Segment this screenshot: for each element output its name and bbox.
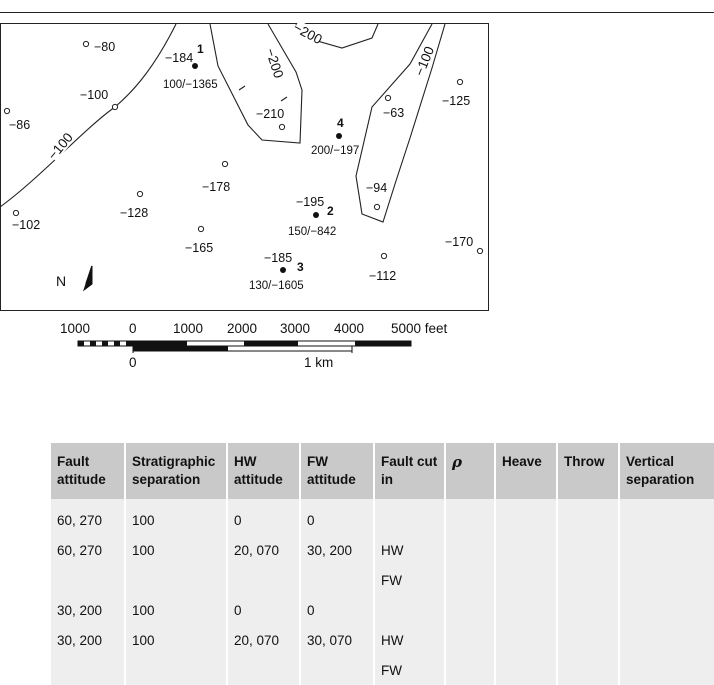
cell <box>619 565 714 595</box>
header-vertical-separation: Vertical separation <box>619 443 714 499</box>
spot-elevation <box>83 40 115 54</box>
cell <box>51 565 125 595</box>
contour-label-right <box>412 44 437 78</box>
header-fault-cut-in: Fault cut in <box>374 443 445 499</box>
table-row <box>51 625 714 655</box>
header-rho: ρ <box>445 443 495 499</box>
svg-text:−165: −165 <box>185 241 214 255</box>
svg-text:−80: −80 <box>94 40 116 54</box>
cell: 60, 270 <box>51 505 125 535</box>
header-fw-attitude: FW attitude <box>300 443 374 499</box>
table-row <box>51 595 714 625</box>
fault-tick <box>281 97 287 101</box>
spot-elevation <box>369 253 396 283</box>
spot-elevation <box>80 88 118 110</box>
cell <box>495 655 557 685</box>
cell <box>557 625 619 655</box>
cell: 30, 200 <box>51 625 125 655</box>
svg-text:−195: −195 <box>296 195 325 209</box>
svg-text:2000: 2000 <box>227 321 258 336</box>
svg-text:200/−197: 200/−197 <box>311 145 360 157</box>
cell <box>445 535 495 565</box>
cell <box>619 655 714 685</box>
cell: FW <box>374 655 445 685</box>
svg-text:−102: −102 <box>12 218 41 232</box>
cell: HW <box>374 535 445 565</box>
spot-elevation <box>185 226 213 255</box>
header-stratigraphic-separation: Stratigraphic separation <box>125 443 227 499</box>
spot-elevation <box>445 235 483 254</box>
svg-text:−184: −184 <box>165 51 194 65</box>
contour-line-center <box>210 24 302 143</box>
cell <box>557 565 619 595</box>
spot-elevation <box>12 210 40 232</box>
svg-text:−86: −86 <box>9 118 31 132</box>
well-2 <box>288 195 336 238</box>
svg-text:−178: −178 <box>202 180 231 194</box>
cell <box>227 655 300 685</box>
cell <box>557 535 619 565</box>
spot-elevation <box>442 79 470 108</box>
fault-tick <box>239 86 245 90</box>
cell: 0 <box>227 505 300 535</box>
cell <box>300 565 374 595</box>
svg-text:150/−842: 150/−842 <box>288 226 337 238</box>
svg-text:1: 1 <box>197 42 204 56</box>
contour-label-center <box>263 46 287 80</box>
cell <box>495 505 557 535</box>
svg-text:−100: −100 <box>80 88 109 102</box>
svg-text:−185: −185 <box>264 251 293 265</box>
svg-text:1 km: 1 km <box>304 355 334 370</box>
svg-text:−100: −100 <box>411 44 438 79</box>
table-row <box>51 655 714 685</box>
svg-text:−170: −170 <box>445 235 474 249</box>
cell: 0 <box>227 595 300 625</box>
svg-text:130/−1605: 130/−1605 <box>249 280 304 292</box>
cell <box>125 655 227 685</box>
cell <box>619 595 714 625</box>
cell: FW <box>374 565 445 595</box>
cell: 0 <box>300 595 374 625</box>
cell <box>619 505 714 535</box>
cell <box>619 625 714 655</box>
spot-elevation <box>4 108 30 132</box>
table-row <box>51 505 714 535</box>
svg-text:−112: −112 <box>369 269 397 283</box>
cell <box>557 655 619 685</box>
fault-data-table <box>51 443 714 685</box>
header-heave: Heave <box>495 443 557 499</box>
svg-text:−200: −200 <box>262 46 287 80</box>
cell: 100 <box>125 505 227 535</box>
spot-elevation <box>366 181 387 210</box>
cell <box>51 655 125 685</box>
cell: 60, 270 <box>51 535 125 565</box>
cell <box>125 565 227 595</box>
cell: 100 <box>125 625 227 655</box>
cell <box>227 565 300 595</box>
cell <box>445 595 495 625</box>
cell <box>557 505 619 535</box>
table-header-row <box>51 443 714 499</box>
cell <box>374 505 445 535</box>
cell: 100 <box>125 535 227 565</box>
well-1 <box>163 42 218 91</box>
cell: HW <box>374 625 445 655</box>
svg-text:0: 0 <box>129 321 137 336</box>
cell <box>445 565 495 595</box>
svg-text:100/−1365: 100/−1365 <box>163 79 218 91</box>
svg-text:−200: −200 <box>290 19 325 48</box>
svg-text:−100: −100 <box>44 129 76 163</box>
cell <box>495 565 557 595</box>
table-row <box>51 535 714 565</box>
svg-text:0: 0 <box>129 355 137 370</box>
svg-text:−125: −125 <box>442 94 471 108</box>
cell: 30, 200 <box>300 535 374 565</box>
svg-text:N: N <box>56 273 67 289</box>
spot-elevation <box>383 95 404 120</box>
svg-text:−94: −94 <box>366 181 388 195</box>
cell <box>495 595 557 625</box>
cell: 30, 200 <box>51 595 125 625</box>
cell: 20, 070 <box>227 625 300 655</box>
svg-text:3: 3 <box>297 260 304 274</box>
svg-text:3000: 3000 <box>280 321 311 336</box>
header-fault-attitude: Fault attitude <box>51 443 125 499</box>
header-hw-attitude: HW attitude <box>227 443 300 499</box>
spot-elevation <box>256 107 285 130</box>
scale-bar <box>60 321 448 370</box>
cell <box>495 625 557 655</box>
well-4 <box>311 116 359 157</box>
svg-text:1000: 1000 <box>60 321 91 336</box>
cell: 20, 070 <box>227 535 300 565</box>
cell <box>445 625 495 655</box>
cell <box>445 505 495 535</box>
cell <box>374 595 445 625</box>
svg-text:−210: −210 <box>256 107 285 121</box>
svg-text:2: 2 <box>327 204 334 218</box>
spot-elevation <box>202 161 230 194</box>
contour-label-left <box>45 130 76 163</box>
north-arrow <box>56 266 92 290</box>
svg-text:5000 feet: 5000 feet <box>391 321 448 336</box>
contour-line-left <box>0 24 176 207</box>
cell <box>300 655 374 685</box>
header-throw: Throw <box>557 443 619 499</box>
svg-text:−128: −128 <box>120 206 149 220</box>
svg-text:−63: −63 <box>383 106 405 120</box>
svg-text:4: 4 <box>337 116 344 130</box>
svg-text:1000: 1000 <box>173 321 204 336</box>
table-row <box>51 565 714 595</box>
well-3 <box>249 251 304 292</box>
cell <box>557 595 619 625</box>
cell: 0 <box>300 505 374 535</box>
cell <box>445 655 495 685</box>
spot-elevation <box>120 191 148 220</box>
svg-text:4000: 4000 <box>334 321 365 336</box>
cell: 30, 070 <box>300 625 374 655</box>
cell <box>619 535 714 565</box>
cell <box>495 535 557 565</box>
cell: 100 <box>125 595 227 625</box>
